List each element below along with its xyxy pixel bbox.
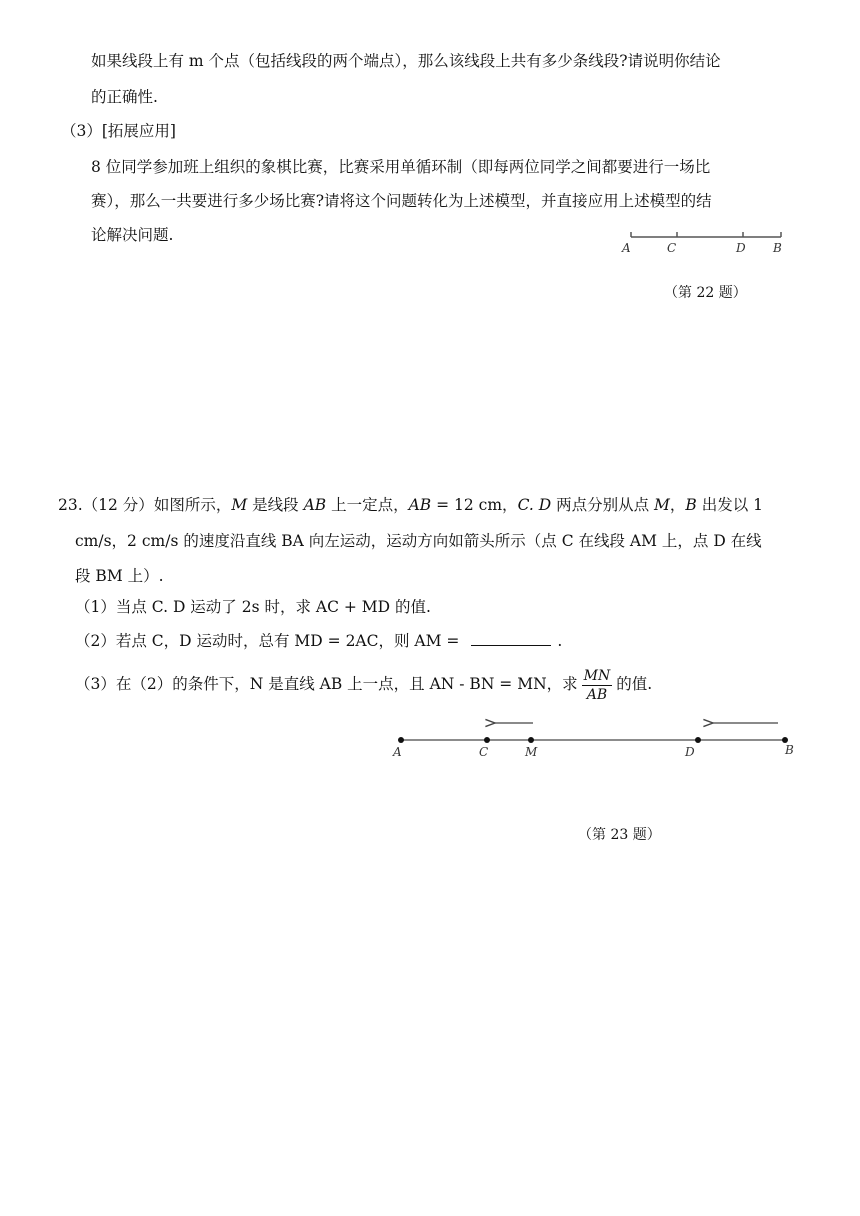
q23-stem-line2: cm/s，2 cm/s 的速度沿直线 BA 向左运动，运动方向如箭头所示（点 C 在线段 AM 上，点 D 在线 xyxy=(75,532,762,550)
q23-label-b: B xyxy=(785,743,794,757)
q22-label-d: D xyxy=(736,241,746,255)
q23-caption: （第 23 题） xyxy=(578,827,661,843)
q23-score: （12 分） xyxy=(82,496,154,514)
q22-caption: （第 22 题） xyxy=(664,285,747,301)
q23-text1-l: B xyxy=(685,496,697,514)
q23-label-d: D xyxy=(685,745,695,759)
q23-text1-e: 上一定点， xyxy=(326,496,409,514)
q23-stem-line1 xyxy=(58,494,763,516)
q22-label-c: C xyxy=(667,241,677,255)
q23-text1-j: M xyxy=(654,496,670,514)
q22-part3-line3: 论解决问题. xyxy=(91,226,174,244)
q23-figure xyxy=(385,712,805,762)
q23-text1-c: 是线段 xyxy=(247,496,304,514)
q23-point-c xyxy=(484,737,490,743)
q23-label-a: A xyxy=(393,745,402,759)
q23-label-m: M xyxy=(525,745,538,759)
q23-text1-f: AB xyxy=(408,496,432,514)
q23-text1-g: = 12 cm， xyxy=(431,496,518,514)
q23-stem-line3: 段 BM 上）. xyxy=(75,567,164,585)
q23-text1-i: 两点分别从点 xyxy=(551,496,655,514)
q23-fraction-denominator: AB xyxy=(586,686,608,703)
q23-text1-a: 如图所示， xyxy=(153,496,232,514)
q23-fraction xyxy=(582,667,613,704)
q23-text1-d: AB xyxy=(303,496,327,514)
q23-part3-end: 的值. xyxy=(616,675,653,693)
q23-number: 23. xyxy=(58,496,83,514)
q22-part3-label: （3）[拓展应用] xyxy=(61,122,176,140)
q22-text-line2: 的正确性. xyxy=(91,88,158,106)
q23-label-c: C xyxy=(479,745,489,759)
q23-text1-k: ， xyxy=(669,496,686,514)
q23-fraction-numerator: MN xyxy=(583,667,611,684)
q22-label-b: B xyxy=(773,241,782,255)
q23-part1: （1）当点 C. D 运动了 2s 时，求 AC + MD 的值. xyxy=(75,598,431,616)
q23-part2-text: （2）若点 C，D 运动时，总有 MD = 2AC，则 AM = xyxy=(75,632,460,650)
q23-point-d xyxy=(695,737,701,743)
q23-part2 xyxy=(75,630,562,652)
q22-text-line1: 如果线段上有 m 个点（包括线段的两个端点），那么该线段上共有多少条线段?请说明你结论 xyxy=(91,52,721,70)
q23-text1-m: 出发以 1 xyxy=(696,496,764,514)
q23-point-m xyxy=(528,737,534,743)
q22-part3-line2: 赛），那么一共要进行多少场比赛?请将这个问题转化为上述模型，并直接应用上述模型的结 xyxy=(91,192,712,210)
q23-part3 xyxy=(75,664,652,704)
q23-part3-text: （3）在（2）的条件下，N 是直线 AB 上一点，且 AN - BN = MN，求 xyxy=(75,675,578,693)
q23-text1-h: C. D xyxy=(517,496,552,514)
q23-point-a xyxy=(398,737,404,743)
q22-part3-line1: 8 位同学参加班上组织的象棋比赛，比赛采用单循环制（即每两位同学之间都要进行一场比 xyxy=(91,158,711,176)
q23-part2-end: . xyxy=(557,632,563,650)
q22-label-a: A xyxy=(622,241,631,255)
q22-figure xyxy=(615,228,795,258)
q23-answer-blank[interactable] xyxy=(471,631,551,646)
q23-text1-b: M xyxy=(231,496,248,514)
